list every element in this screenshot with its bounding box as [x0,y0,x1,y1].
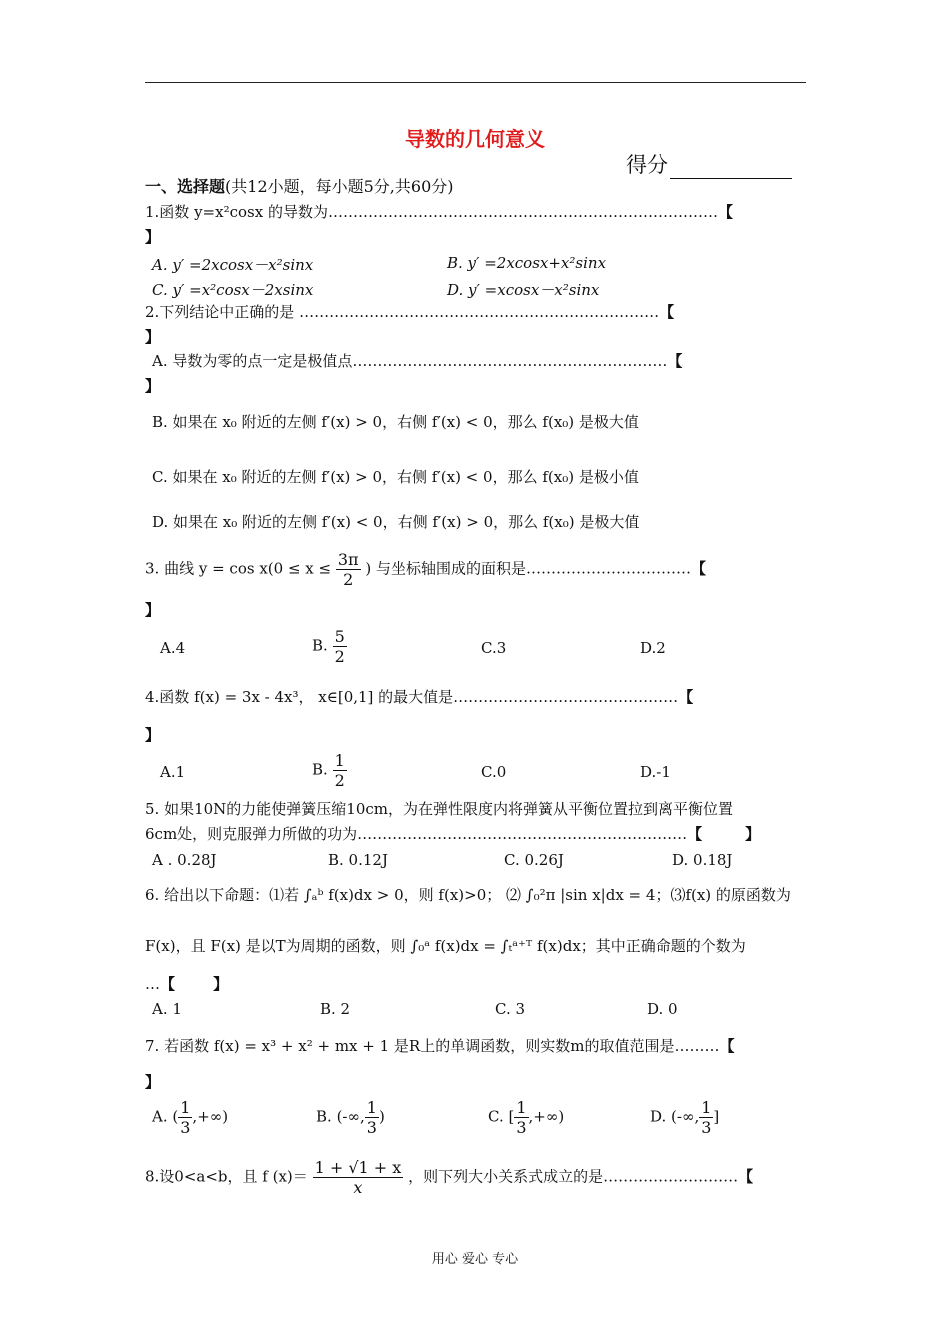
q4-option-b-label: B. [312,760,328,779]
q5-option-a: A . 0.28J [152,851,217,869]
q2a-bracket-close: 】 [145,377,161,395]
q6-bracket-open: 【 [160,975,176,993]
q3-prefix: 3. 曲线 y = cos x(0 ≤ x ≤ [145,559,332,578]
q3-frac-den: 2 [343,570,354,590]
q7-d-label: D. [650,1107,667,1126]
q7-b-head: (-∞, [336,1107,365,1126]
q3-bracket-close: 】 [145,601,161,619]
q2-option-a [152,352,682,370]
q7-c-frac [514,1098,528,1137]
q2-option-b: B. 如果在 x₀ 附近的左侧 f′(x) > 0，右侧 f′(x) < 0，那么 f(x₀) 是极大值 [152,413,639,431]
q1-option-d: D. y′ =xcosx－x²sinx [447,281,600,299]
q4-stem-text: 4.函数 f(x) = 3x - 4x³， x∈[0,1] 的最大值是……………………………………… [145,688,679,706]
q4-stem [145,688,693,706]
q7-d-head: (-∞, [671,1107,700,1126]
q7-d-den: 3 [701,1118,712,1138]
q8-bracket-open: 【 [738,1167,754,1186]
q7-a-den: 3 [180,1118,191,1138]
section-note: (共12小题，每小题5分,共60分) [225,177,454,196]
q2a-bracket-open: 【 [667,352,683,370]
top-rule [145,82,806,83]
q5-line2 [145,825,760,843]
page-footer: 用心 爱心 专心 [431,1252,519,1267]
q5-option-b: B. 0.12J [328,851,388,869]
q4-option-d: D.-1 [640,763,671,781]
q3-frac-num: 3π [337,550,359,569]
q8-stem [145,1158,753,1197]
q1-option-c: C. y′ =x²cosx－2xsinx [152,281,314,299]
score-blank[interactable] [670,158,792,179]
q1-stem [145,203,733,221]
q6-line2: F(x)，且 F(x) 是以T为周期的函数，则 ∫₀ᵃ f(x)dx = ∫ₜᵃ⁺ᵀ f(x)dx；其中正确命题的个数为 [145,937,746,955]
q4-bracket-close: 】 [145,726,161,744]
q3-option-b-label: B. [312,636,328,655]
q7-c-den: 3 [516,1118,527,1138]
q7-d-num: 1 [701,1098,712,1117]
q3-option-a: A.4 [160,639,186,657]
q7-bracket-open: 【 [719,1037,735,1055]
q7-b-num: 1 [366,1098,377,1117]
q2-option-d: D. 如果在 x₀ 附近的左侧 f′(x) < 0，右侧 f′(x) > 0，那么 f(x₀) 是极大值 [152,513,640,531]
q2-option-c: C. 如果在 x₀ 附近的左侧 f′(x) > 0，右侧 f′(x) < 0，那么 f(x₀) 是极小值 [152,468,639,486]
q3-option-b [312,627,347,666]
q4-option-a: A.1 [160,763,186,781]
q4-b-den: 2 [334,771,345,791]
q7-c-label: C. [488,1107,504,1126]
q7-a-tail: ,+∞) [192,1107,229,1126]
q4-b-num: 1 [334,751,345,770]
q7-option-d: D. (-∞, $\frac{1}{3}$ ] [650,1098,720,1138]
page-title: 导数的几何意义 [405,127,545,151]
q7-bracket-close: 】 [145,1073,161,1091]
q6-option-d: D. 0 [647,1000,678,1018]
q8-frac-num: 1 + √1 + x [314,1158,402,1177]
section-heading-text: 一、选择题 [145,177,226,196]
q8-suffix: ，则下列大小关系式成立的是……………………… [408,1167,739,1186]
q7-c-num: 1 [516,1098,527,1117]
q3-fraction [336,550,361,589]
q7-option-c: C. [ $\frac{1}{3}$ ,+∞) [488,1098,565,1138]
q5-option-d: D. 0.18J [672,851,733,869]
q7-a-num: 1 [180,1098,191,1117]
q7-a-frac [178,1098,192,1137]
q3-option-d: D.2 [640,639,666,657]
q7-option-a: A. ( $\frac{1}{3}$ ,+∞) [152,1098,229,1138]
q6-ellipsis: … [145,975,160,993]
q5-bracket-open: 【 [687,825,703,843]
section-heading [145,177,454,196]
q3-option-c: C.3 [481,639,507,657]
q7-stem-text: 7. 若函数 f(x) = x³ + x² + mx + 1 是R上的单调函数，则实数m的取值范围是……… [145,1037,720,1055]
q1-option-a: A. y′ =2xcosx－x²sinx [152,256,314,274]
q6-line3 [145,975,228,993]
q4-option-c: C.0 [481,763,507,781]
q5-line2-text: 6cm处，则克服弹力所做的功为………………………………………………………… [145,825,688,843]
q2-stem-text: 2.下列结论中正确的是 ……………………………………………………………… [145,303,660,321]
q6-option-a: A. 1 [152,1000,182,1018]
q8-fraction [313,1158,404,1197]
q7-c-tail: ,+∞) [528,1107,565,1126]
q3-option-b-frac [333,627,347,666]
q2-bracket-open: 【 [659,303,675,321]
q4-option-b [312,751,347,790]
q5-option-c: C. 0.26J [504,851,564,869]
q3-suffix: ) 与坐标轴围成的面积是…………………………… [365,559,691,578]
q2-stem [145,303,674,321]
q7-b-den: 3 [366,1118,377,1138]
q6-line1: 6. 给出以下命题：⑴若 ∫ₐᵇ f(x)dx > 0，则 f(x)>0； ⑵ ∫₀²π |sin x|dx = 4；⑶f(x) 的原函数为 [145,886,791,904]
score-field[interactable] [626,149,792,179]
q7-d-frac [699,1098,713,1137]
q1-stem-text: 1.函数 y=x²cosx 的导数为…………………………………………………………………… [145,203,718,221]
q3-b-den: 2 [334,647,345,667]
q3-b-num: 5 [334,627,345,646]
q1-option-b: B. y′ =2xcosx+x²sinx [447,254,607,272]
q8-frac-den: x [353,1178,363,1198]
score-label: 得分 [626,153,668,177]
q5-line1: 5. 如果10N的力能使弹簧压缩10cm，为在弹性限度内将弹簧从平衡位置拉到离平衡位置 [145,800,734,818]
q3-stem [145,550,706,589]
q5-bracket-close: 】 [745,825,761,843]
q7-b-frac [365,1098,379,1137]
q1-bracket-close: 】 [145,228,161,246]
q8-prefix: 8.设0<a<b，且 f (x)＝ [145,1167,308,1186]
q7-stem [145,1037,734,1055]
q6-option-c: C. 3 [495,1000,526,1018]
q6-option-b: B. 2 [320,1000,351,1018]
q7-option-b: B. (-∞, $\frac{1}{3}$ ) [316,1098,385,1138]
q2-bracket-close: 】 [145,328,161,346]
q4-option-b-frac [333,751,347,790]
q3-bracket-open: 【 [690,559,706,578]
q1-bracket-open: 【 [717,203,733,221]
q7-b-label: B. [316,1107,332,1126]
q7-a-label: A. [152,1107,168,1126]
q4-bracket-open: 【 [678,688,694,706]
q6-bracket-close: 】 [213,975,229,993]
q2-option-a-text: A. 导数为零的点一定是极值点……………………………………………………… [152,352,668,370]
